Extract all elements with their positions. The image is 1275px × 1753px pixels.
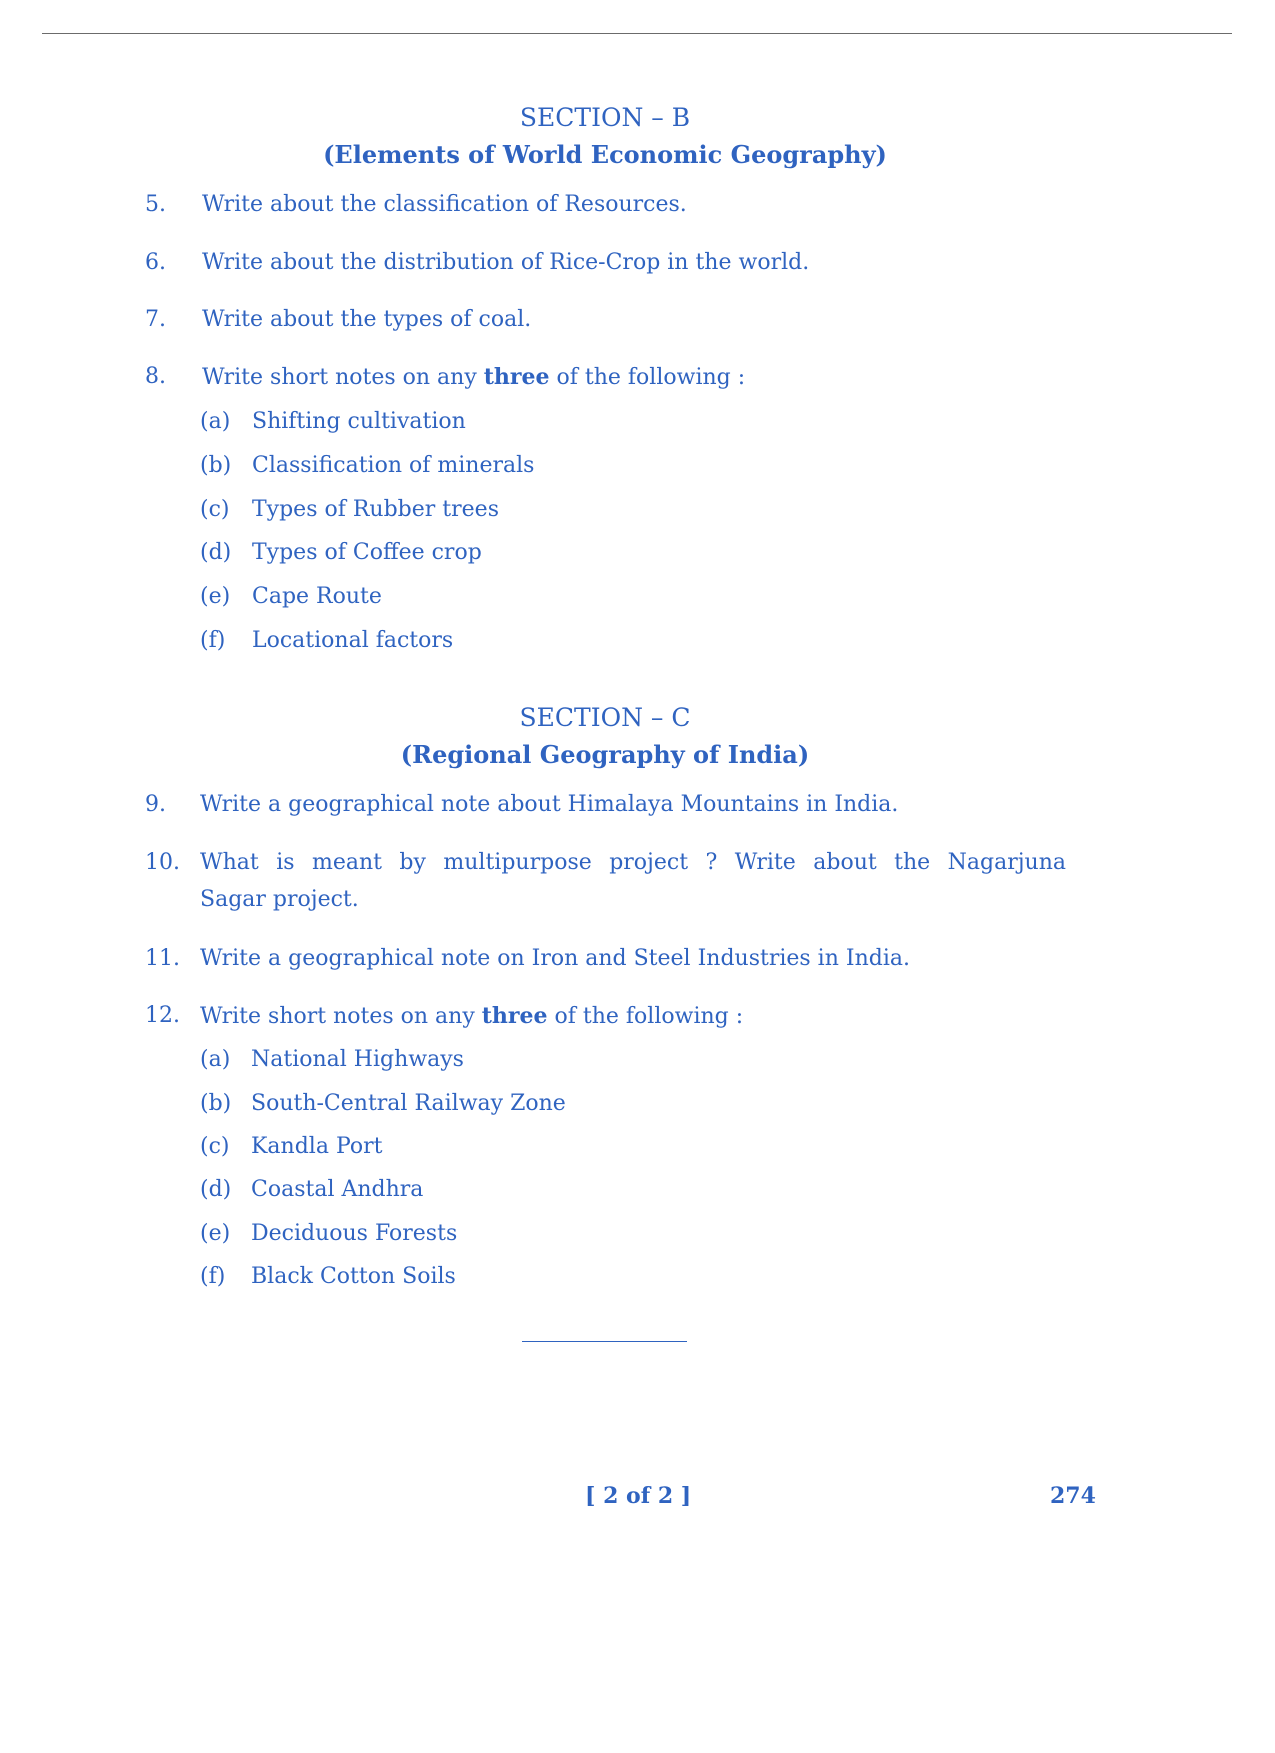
q8-sub-label: (b) — [200, 453, 232, 478]
q7-number: 7. — [145, 307, 166, 332]
q12-sub-label: (f) — [200, 1264, 226, 1289]
q8-sub-label: (d) — [200, 540, 232, 565]
q8-sub-text: Cape Route — [252, 584, 382, 609]
top-rule — [42, 33, 1232, 34]
q12-sub-text: Coastal Andhra — [251, 1177, 424, 1202]
q8-sub-text: Types of Rubber trees — [252, 497, 499, 522]
q8-text: Write short notes on any three of the following : — [202, 364, 746, 390]
q12-sub-label: (c) — [200, 1134, 230, 1159]
q12-sub-text: Deciduous Forests — [251, 1221, 458, 1246]
q7-text: Write about the types of coal. — [202, 307, 532, 332]
q8-sub-text: Locational factors — [252, 628, 454, 653]
q12-sub-label: (a) — [200, 1047, 231, 1072]
q12-sub-label: (d) — [200, 1177, 232, 1202]
q11-text: Write a geographical note on Iron and Steel Industries in India. — [200, 946, 910, 971]
q5-number: 5. — [145, 192, 166, 217]
page-number: [ 2 of 2 ] — [585, 1483, 692, 1509]
q8-sub-text: Types of Coffee crop — [252, 540, 482, 565]
q12-text: Write short notes on any three of the following : — [200, 1003, 744, 1029]
q12-sub-text: Kandla Port — [251, 1134, 383, 1159]
q12-sub-label: (b) — [200, 1091, 232, 1116]
q12-sub-text: Black Cotton Soils — [251, 1264, 456, 1289]
q8-number: 8. — [145, 364, 166, 389]
q8-sub-label: (c) — [200, 497, 230, 522]
q8-sub-label: (e) — [200, 584, 231, 609]
q6-number: 6. — [145, 250, 166, 275]
q12-sub-label: (e) — [200, 1221, 231, 1246]
section-b-title: SECTION – B — [519, 103, 691, 132]
q10-text-line2: Sagar project. — [200, 887, 359, 912]
q8-sub-text: Classification of minerals — [252, 453, 535, 478]
q10-text-line1: What is meant by multipurpose project ? Write about the Nagarjuna — [200, 850, 1066, 875]
q12-sub-text: South-Central Railway Zone — [251, 1091, 566, 1116]
q8-sub-label: (a) — [200, 409, 231, 434]
q6-text: Write about the distribution of Rice-Crop in the world. — [202, 250, 810, 275]
paper-code: 274 — [1050, 1483, 1096, 1509]
q10-number: 10. — [145, 850, 180, 875]
q8-sub-label: (f) — [200, 628, 226, 653]
q12-sub-text: National Highways — [251, 1047, 464, 1072]
q11-number: 11. — [145, 946, 180, 971]
q5-text: Write about the classification of Resources. — [202, 192, 687, 217]
section-b-subtitle: (Elements of World Economic Geography) — [323, 140, 887, 169]
section-c-subtitle: (Regional Geography of India) — [400, 740, 810, 769]
end-rule — [522, 1341, 687, 1342]
section-c-title: SECTION – C — [519, 703, 691, 732]
q8-sub-text: Shifting cultivation — [252, 409, 466, 434]
q12-number: 12. — [145, 1003, 180, 1028]
q9-text: Write a geographical note about Himalaya Mountains in India. — [200, 792, 899, 817]
q9-number: 9. — [145, 792, 166, 817]
